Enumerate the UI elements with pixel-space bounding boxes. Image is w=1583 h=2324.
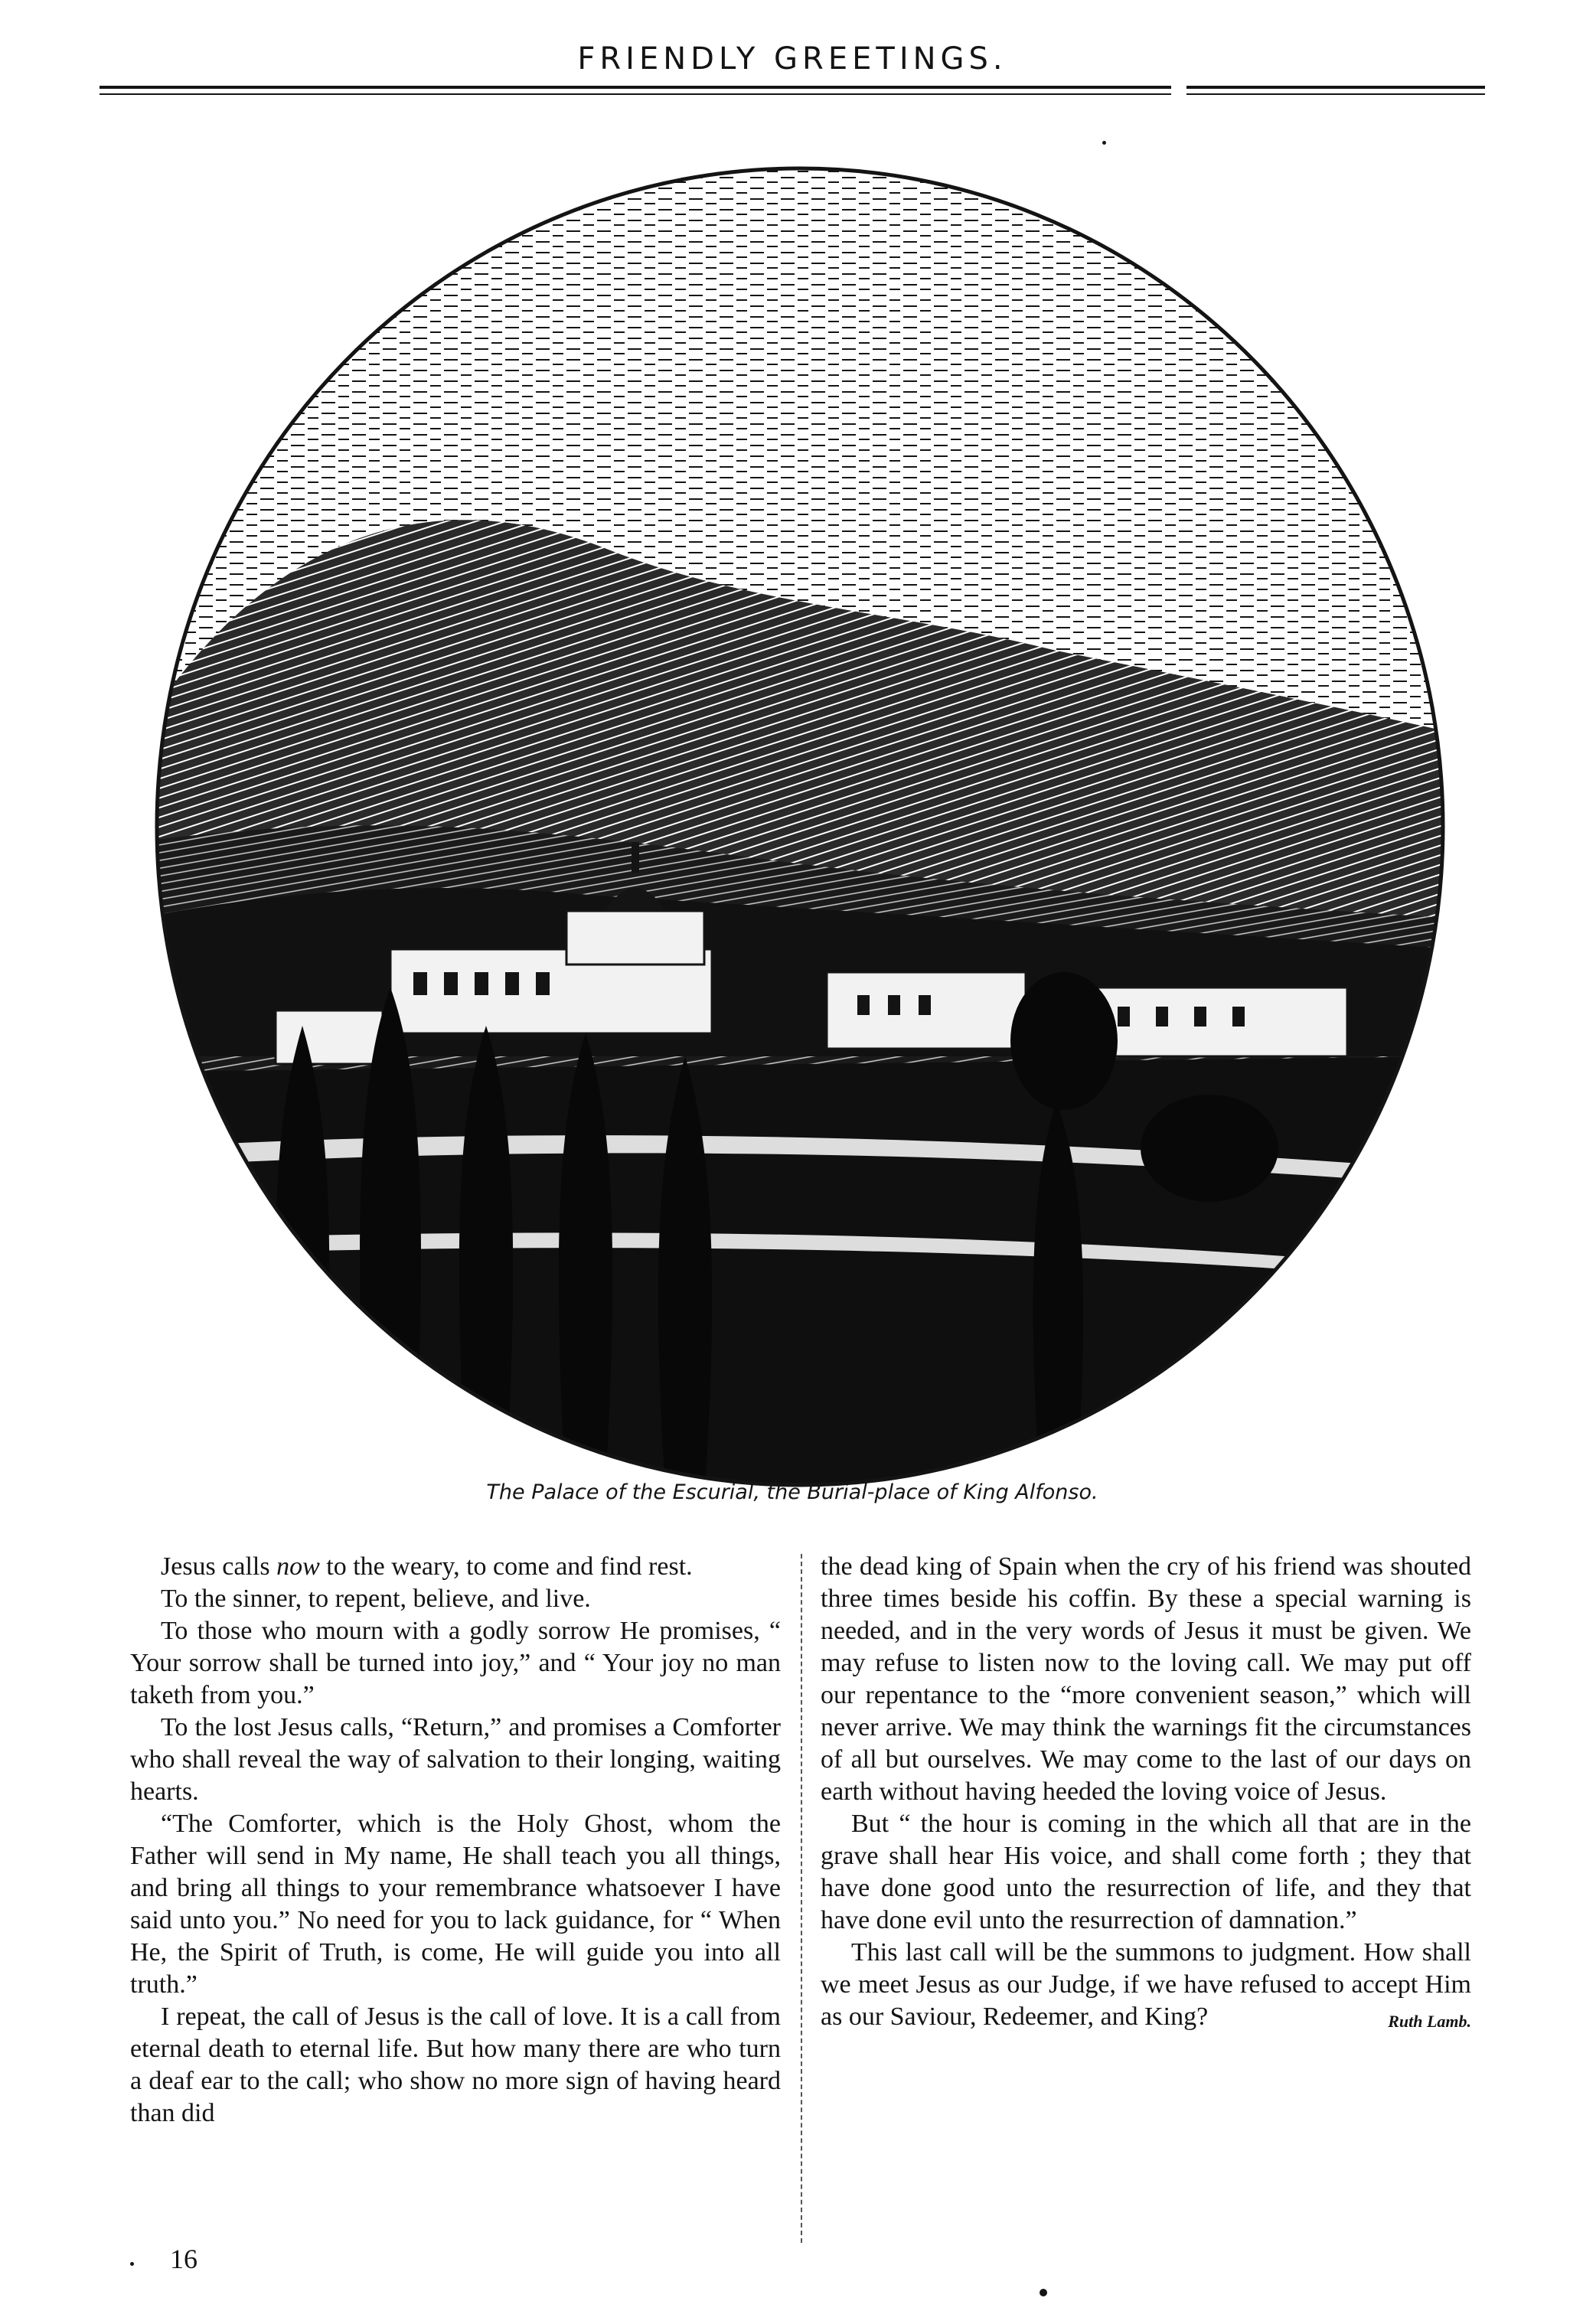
column-divider: [801, 1554, 802, 2243]
page-number: 16: [170, 2244, 197, 2274]
page-header: [100, 40, 1485, 78]
left-column: [130, 1551, 781, 2130]
paragraph: To those who mourn with a godly sorrow He promises, “ Your sorrow shall be turned into joy,” and “ Your joy no man taketh from you.”: [130, 1617, 781, 1709]
ink-speck: [130, 2262, 134, 2266]
right-column: [821, 1551, 1471, 2038]
header-rule-right-thin: [1186, 93, 1485, 95]
paragraph: To the sinner, to repent, believe, and live.: [161, 1585, 591, 1613]
paragraph: I repeat, the call of Jesus is the call of love. It is a call from eternal death to eternal life. But how many there are who turn a deaf ear to the call; who show no more sign of having heard than did: [130, 2002, 781, 2127]
paragraph: “The Comforter, which is the Holy Ghost, whom the Father will send in My name, He shall teach you all things, and bring all things to your remembrance whatsoever I have said unto you.” No need for you to lack guidance, for “ When He, the Spirit of Truth, is come, He will guide you into all truth.”: [130, 1810, 781, 1999]
header-rule-left-thin: [100, 93, 1171, 95]
paragraph: To the lost Jesus calls, “Return,” and promises a Comforter who shall reveal the way of salvation to their longing, waiting hearts.: [130, 1713, 781, 1806]
illustration-caption: The Palace of the Escurial, the Burial-place of King Alfonso.: [486, 1480, 1098, 1504]
header-rule-right-thick: [1186, 86, 1485, 89]
paragraph: Jesus calls now to the weary, to come and find rest.: [161, 1552, 693, 1581]
author-signature: Ruth Lamb.: [1388, 2012, 1471, 2031]
paragraph: the dead king of Spain when the cry of his friend was shouted three times beside his coffin. By these a special warning is needed, and in the very words of Jesus it must be given. We may refuse to listen now to the loving call. We may put off our repentance to the “more convenient season,” which will never arrive. We may think the warnings fit the circumstances of all but ourselves. We may come to the last of our days on earth without having heeded the loving voice of Jesus.: [821, 1552, 1471, 1806]
header-rule-left-thick: [100, 86, 1171, 89]
paragraph: But “ the hour is coming in the which all that are in the grave shall hear His voice, and shall come forth ; they that have done good unto the resurrection of life, and they that have done evil unto the resurrection of damnation.”: [821, 1810, 1471, 1934]
ink-speck: [1040, 2289, 1047, 2296]
ink-speck: [1102, 141, 1106, 145]
paragraph: This last call will be the summons to judgment. How shall we meet Jesus as our Judge, if we have refused to accept Him as our Saviour, Redeemer, and King? Ruth Lamb.: [821, 1937, 1471, 2033]
palace-engraving-icon: [138, 153, 1462, 1500]
running-title: FRIENDLY GREETINGS.: [577, 41, 1007, 77]
